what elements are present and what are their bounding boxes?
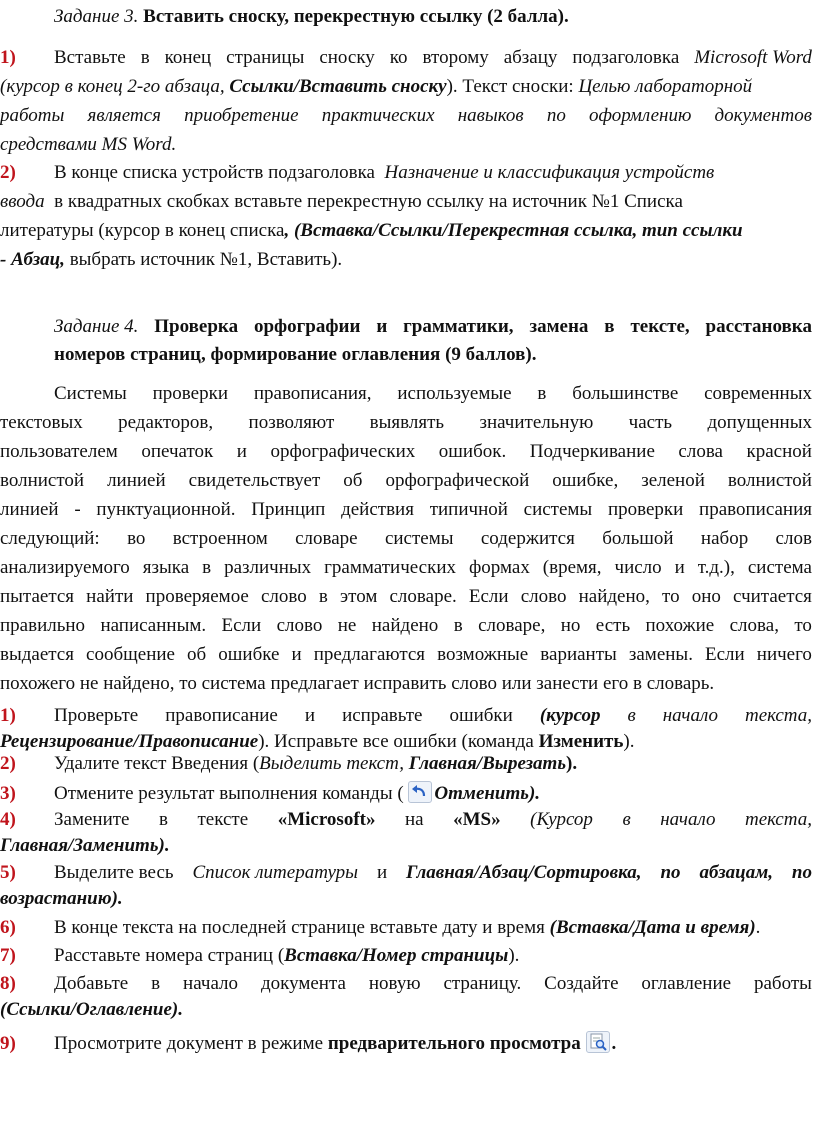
paragraph-line: анализируемого языка в различных грамматических формах (время, число и т.д.), система (0, 557, 812, 578)
task3-item-2-line-4: - Абзац, выбрать источник №1, Вставить). (0, 249, 343, 270)
step-5-line-2: возрастанию). (0, 888, 123, 909)
paragraph-line: линией - пунктуационной. Принцип действия типичной системы проверки правописания (0, 499, 812, 520)
paragraph-line: текстовых редакторов, позволяют выявлять значительную часть допущенных (0, 412, 812, 433)
item-number: 1) (0, 47, 16, 68)
step-6-text: В конце текста на последней странице вставьте дату и время (Вставка/Дата и время). (54, 917, 761, 938)
task3-item-1-line-1: Вставьте в конец страницы сноску ко второму абзацу подзаголовка Microsoft Word (54, 47, 812, 68)
step-3-text: Отмените результат выполнения команды ( Отменить). (54, 783, 541, 804)
task3-item-1-line-3: работы является приобретение практических навыков по оформлению документов (0, 105, 812, 126)
step-8-line-1: Добавьте в начало документа новую страницу. Создайте оглавление работы (54, 973, 812, 994)
document-page: Задание 3. Вставить сноску, перекрестную ссылку (2 балла). 1) Вставьте в конец страницы сноску ко второму абзацу подзаголовка Microsoft Word (курсор в конец 2-го абзаца, Ссылки/Вставить сноску). Текст сноски: Целью лабораторной работы является приобретение практических навыков по оформлению документов средствами MS Word. 2) В конце списка устройств подзаголовка Назначение и классификация устройств ввода в квадратных скобках вставьте перекрестную ссылку на источник №1 Списка литературы (курсор в конец списка, (Вставка/Ссылки/Перекрестная ссылка, тип ссылки - Абзац, выбрать источник №1, Вставить). Задание 4. Проверка орфографии и грамматики, замена в тексте, расстановка номеров страниц, формирование оглавления (9 баллов). Системы проверки правописания, используемые в большинстве современных текстовых редакторов, позволяют выявлять значительную часть допущенных пользователем опечаток и орфографических ошибок. Подчеркивание слова красной волнистой линией свидетельствует об орфографической ошибке, зеленой волнистой линией - пунктуационной. Принцип действия типичной системы проверки правописания следующий: во встроенном словаре системы содержится большой набор слов анализируемого языка в различных грамматических формах (время, число и т.д.), система пытается найти проверяемое слово в этом словаре. Если слово найдено, то оно считается правильно написанным. Если слово не найдено в словаре, но есть похожие слова, то выдается сообщение об ошибке и предлагаются возможные варианты замены. Если ничего похожего не найдено, то система предлагает исправить слово или занести его в словарь. 1) Проверьте правописание и исправьте ошибки (курсор в начало текста, Рецензирование/Правописание). Исправьте все ошибки (команда Изменить). 2) Удалите текст Введения (Выделить текст, Главная/Вырезать). 3) Отмените результат выполнения команды ( Отменить). 4) Замените в тексте «Microsoft» на «MS» (Курсор в начало текста, Главная/Заменить). 5) Выделите весь Список литературы и Главная/Абзац/Сортировка, по абзацам, по возрастанию). 6) В конце текста на последней странице вставьте дату и время (Вставка/Дата и время). 7) Расставьте номера страниц (Вставка/Номер страницы). 8) Добавьте в начало документа новую страницу. Создайте оглавление работы (Ссылки/Оглавление). 9) Просмотрите документ в режиме предварительного просмотра . (0, 0, 816, 1128)
task3-item-2-line-3: литературы (курсор в конец списка, (Вставка/Ссылки/Перекрестная ссылка, тип ссылки (0, 220, 743, 241)
task3-heading (54, 4, 569, 30)
step-4-line-2: Главная/Заменить). (0, 835, 170, 856)
step-1-line-2: Рецензирование/Правописание). Исправьте все ошибки (команда Изменить). (0, 731, 635, 752)
step-4-line-1: Замените в тексте «Microsoft» на «MS» (Курсор в начало текста, (54, 809, 812, 830)
task3-item-2-line-2: ввода в квадратных скобках вставьте перекрестную ссылку на источник №1 Списка (0, 191, 683, 212)
print-preview-icon[interactable] (586, 1031, 610, 1053)
step-2-text: Удалите текст Введения (Выделить текст, Главная/Вырезать). (54, 753, 578, 774)
paragraph-line: похожего не найдено, то система предлагает исправить слово или занести его в словарь. (0, 673, 715, 694)
paragraph-line: Системы проверки правописания, используемые в большинстве современных (54, 383, 812, 404)
step-9-text: Просмотрите документ в режиме предварительного просмотра . (54, 1033, 617, 1054)
step-1-line-1: Проверьте правописание и исправьте ошибки (курсор в начало текста, (54, 705, 812, 726)
step-7-text: Расставьте номера страниц (Вставка/Номер страницы). (54, 945, 520, 966)
task4-label: Задание 4. (54, 316, 139, 337)
step-8-line-2: (Ссылки/Оглавление). (0, 999, 184, 1020)
task3-item-1-line-4: средствами MS Word. (0, 134, 177, 155)
task3-label: Задание 3. (54, 6, 139, 27)
task4-title-line-2: номеров страниц, формирование оглавления (9 баллов). (54, 344, 537, 365)
paragraph-line: выдается сообщение об ошибке и предлагаются возможные варианты замены. Если ничего (0, 644, 812, 665)
paragraph-line: следующий: во встроенном словаре системы содержится большой набор слов (0, 528, 812, 549)
paragraph-line: волнистой линией свидетельствует об орфографической ошибке, зеленой волнистой (0, 470, 812, 491)
task3-item-2-line-1: В конце списка устройств подзаголовка Назначение и классификация устройств (54, 162, 715, 183)
task4-heading: Задание 4. Проверка орфографии и грамматики, замена в тексте, расстановка (54, 314, 812, 340)
task3-title: Вставить сноску, перекрестную ссылку (2 балла). (143, 6, 569, 27)
paragraph-line: пытается найти проверяемое слово в этом словаре. Если слово найдено, то оно считается (0, 586, 812, 607)
undo-icon[interactable] (408, 781, 432, 803)
paragraph-line: пользователем опечаток и орфографических ошибок. Подчеркивание слова красной (0, 441, 812, 462)
paragraph-line: правильно написанным. Если слово не найдено в словаре, но есть похожие слова, то (0, 615, 812, 636)
step-5-line-1: Выделите весь Список литературы и Главная/Абзац/Сортировка, по абзацам, по (54, 862, 812, 883)
item-number: 2) (0, 162, 16, 183)
task3-item-1-line-2: (курсор в конец 2-го абзаца, Ссылки/Вставить сноску). Текст сноски: Целью лабораторной (0, 76, 753, 97)
